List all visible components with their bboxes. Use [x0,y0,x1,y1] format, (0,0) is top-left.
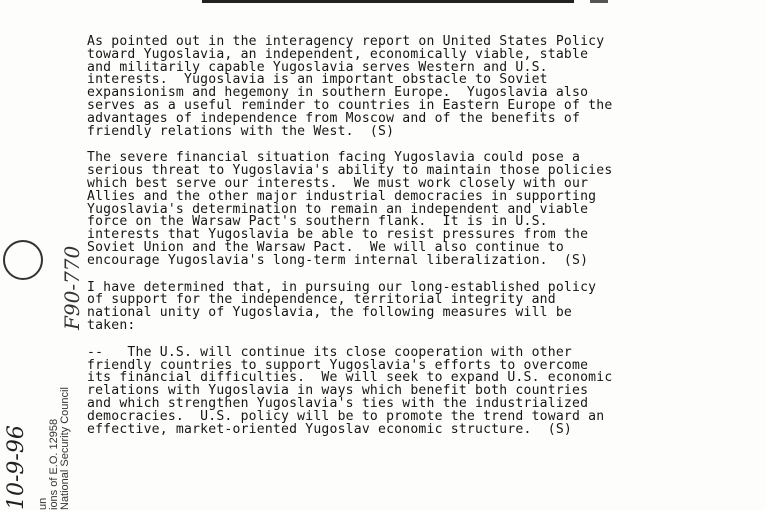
text-line: and militarily capable Yugoslavia serves Western and U.S. [87,59,548,75]
text-line: and which strengthen Yugoslavia's ties with the industrialized [87,395,589,411]
document-body [87,36,765,450]
top-rule [202,0,574,3]
text-line: I have determined that, in pursuing our long-established policy [87,279,597,295]
handwritten-date: 10-9-96 [4,425,29,510]
text-line: Soviet Union and the Warsaw Pact. We will also continue to [87,239,564,255]
text-line: force on the Warsaw Pact's southern flank. It is in U.S. [87,214,548,230]
stamp-line: National Security Council [59,387,71,510]
paragraph [87,279,765,333]
text-line: relations with Yugoslavia in ways which benefit both countries [87,383,589,399]
paragraph [87,152,765,267]
text-line: effective, market-oriented Yugoslav economic structure. (S) [87,421,572,437]
text-line: advantages of independence from Moscow and of the benefits of [87,110,581,126]
punch-hole [3,240,43,280]
text-line: interests. Yugoslavia is an important obstacle to Soviet [87,72,548,88]
text-line: its financial difficulties. We will seek to expand U.S. economic [87,370,613,386]
text-line: friendly countries to support Yugoslavia's efforts to overcome [87,357,589,373]
paragraph [87,36,765,138]
text-line: national unity of Yugoslavia, the following measures will be [87,305,572,321]
handwritten-file-number: F90-770 [60,245,84,330]
text-line: interests that Yugoslavia be able to resist pressures from the [87,227,589,243]
paragraph [87,344,765,437]
text-line: Allies and the other major industrial democracies in supporting [87,188,597,204]
declassification-stamp [38,387,71,510]
text-line: toward Yugoslavia, an independent, economically viable, stable [87,46,589,62]
text-line: which best serve our interests. We must work closely with our [87,175,589,191]
text-line: of support for the independence, territorial integrity and [87,292,556,308]
text-line: Yugoslavia's determination to remain an independent and viable [87,201,589,217]
text-line: encourage Yugoslavia's long-term internal liberalization. (S) [87,252,589,268]
text-line: taken: [87,317,136,333]
text-line: serious threat to Yugoslavia's ability to maintain those policies [87,163,613,179]
text-line: democracies. U.S. policy will be to promote the trend toward an [87,408,605,424]
stamp-line: un [37,497,49,510]
stamp-line: ions of E.O. 12958 [48,418,60,510]
text-line: expansionism and hegemony in southern Europe. Yugoslavia also [87,85,589,101]
top-mark [590,0,608,3]
text-line: -- The U.S. will continue its close cooperation with other [87,344,572,360]
text-line: The severe financial situation facing Yugoslavia could pose a [87,150,581,166]
text-line: As pointed out in the interagency report on United States Policy [87,34,605,49]
text-line: friendly relations with the West. (S) [87,123,395,139]
text-line: serves as a useful reminder to countries in Eastern Europe of the [87,97,613,113]
